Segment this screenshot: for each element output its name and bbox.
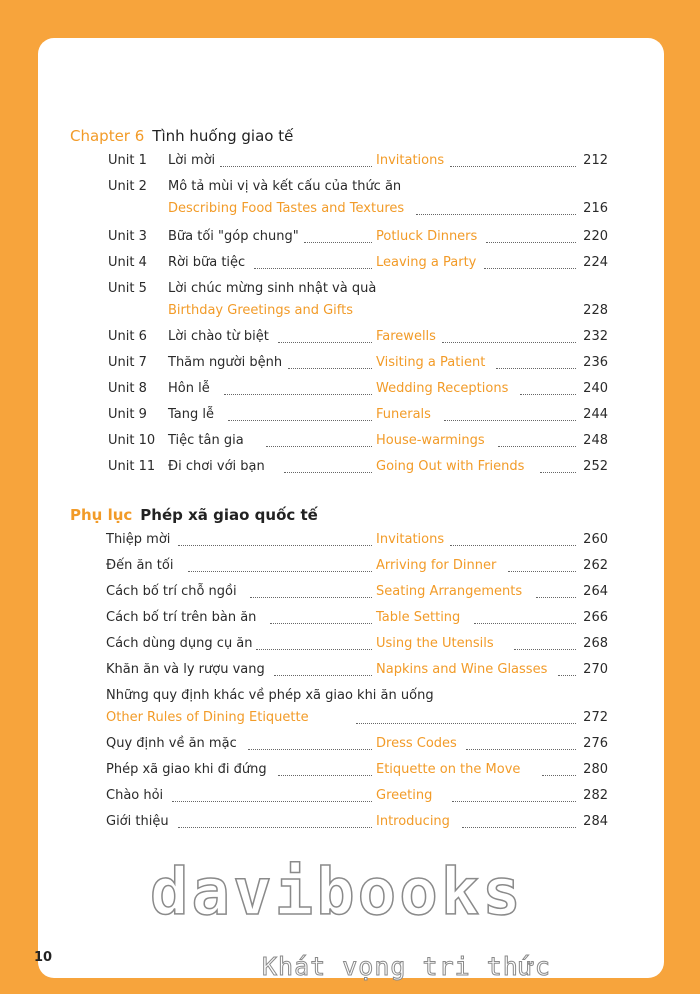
- vi-title: Tang lễ: [168, 407, 214, 422]
- toc-row[interactable]: [106, 636, 608, 658]
- page-number: 10: [34, 950, 53, 965]
- en-title: Going Out with Friends: [376, 459, 525, 474]
- vi-title: Lời mời: [168, 153, 216, 168]
- en-title: Greeting: [376, 788, 433, 803]
- toc-row[interactable]: [108, 329, 608, 351]
- page-ref: 220: [583, 229, 608, 244]
- page-ref: 268: [583, 636, 608, 651]
- en-title: Farewells: [376, 329, 436, 344]
- page-ref: 262: [583, 558, 608, 573]
- vi-title: Chào hỏi: [106, 788, 164, 803]
- unit-label: Unit 10: [108, 433, 156, 448]
- leader-dots: [536, 597, 576, 598]
- vi-title: Cách bố trí chỗ ngồi: [106, 584, 237, 599]
- vi-title: Bữa tối "góp chung": [168, 229, 299, 244]
- leader-dots: [496, 368, 576, 369]
- unit-label: Unit 3: [108, 229, 147, 244]
- unit-label: Unit 1: [108, 153, 147, 168]
- leader-dots: [474, 623, 576, 624]
- toc-row[interactable]: [108, 153, 608, 175]
- page-ref: 266: [583, 610, 608, 625]
- chapter-tag: Chapter 6: [70, 127, 145, 145]
- leader-dots: [256, 649, 372, 650]
- leader-dots: [520, 394, 576, 395]
- leader-dots: [442, 342, 576, 343]
- appendix-heading: [70, 506, 318, 524]
- leader-dots: [462, 827, 576, 828]
- page-ref: 272: [583, 710, 608, 725]
- en-title: Wedding Receptions: [376, 381, 509, 396]
- en-title: Funerals: [376, 407, 431, 422]
- leader-dots: [356, 723, 576, 724]
- appendix-tag: Phụ lục: [70, 506, 133, 524]
- leader-dots: [178, 545, 372, 546]
- leader-dots: [542, 775, 576, 776]
- vi-title: Mô tả mùi vị và kết cấu của thức ăn: [168, 179, 402, 194]
- page-ref: 284: [583, 814, 608, 829]
- unit-label: Unit 2: [108, 179, 147, 194]
- toc-row[interactable]: [106, 610, 608, 632]
- en-title: Napkins and Wine Glasses: [376, 662, 548, 677]
- en-title: Etiquette on the Move: [376, 762, 521, 777]
- vi-title: Những quy định khác về phép xã giao khi ăn uống: [106, 688, 434, 703]
- en-title: Birthday Greetings and Gifts: [168, 303, 353, 318]
- page-ref: 232: [583, 329, 608, 344]
- toc-row[interactable]: [106, 558, 608, 580]
- leader-dots: [278, 342, 372, 343]
- unit-label: Unit 6: [108, 329, 147, 344]
- leader-dots: [416, 214, 576, 215]
- vi-title: Thiệp mời: [106, 532, 171, 547]
- page-ref: 216: [583, 201, 608, 216]
- leader-dots: [172, 801, 372, 802]
- toc-row[interactable]: [106, 814, 608, 836]
- vi-title: Lời chào từ biệt: [168, 329, 269, 344]
- page-ref: 228: [583, 303, 608, 318]
- chapter-title: Tình huống giao tế: [152, 127, 294, 145]
- toc-row[interactable]: [108, 459, 608, 481]
- toc-row[interactable]: [106, 532, 608, 554]
- toc-row[interactable]: [106, 788, 608, 810]
- page-ref: 244: [583, 407, 608, 422]
- page-ref: 260: [583, 532, 608, 547]
- toc-row[interactable]: [106, 688, 608, 732]
- page-card: [38, 38, 664, 978]
- chapter-heading: [70, 127, 293, 145]
- page-ref: 212: [583, 153, 608, 168]
- toc-row[interactable]: [108, 255, 608, 277]
- vi-title: Khăn ăn và ly rượu vang: [106, 662, 265, 677]
- leader-dots: [452, 801, 576, 802]
- page-ref: 264: [583, 584, 608, 599]
- en-title: Invitations: [376, 532, 445, 547]
- vi-title: Cách bố trí trên bàn ăn: [106, 610, 257, 625]
- en-title: Describing Food Tastes and Textures: [168, 201, 405, 216]
- leader-dots: [558, 675, 576, 676]
- leader-dots: [540, 472, 576, 473]
- page-ref: 252: [583, 459, 608, 474]
- page-ref: 240: [583, 381, 608, 396]
- leader-dots: [274, 675, 372, 676]
- leader-dots: [450, 166, 576, 167]
- unit-label: Unit 7: [108, 355, 147, 370]
- page-ref: 280: [583, 762, 608, 777]
- en-title: Leaving a Party: [376, 255, 477, 270]
- en-title: Potluck Dinners: [376, 229, 478, 244]
- leader-dots: [508, 571, 576, 572]
- page-ref: 270: [583, 662, 608, 677]
- toc-row[interactable]: [108, 179, 608, 223]
- leader-dots: [220, 166, 372, 167]
- appendix-title: Phép xã giao quốc tế: [140, 506, 318, 524]
- leader-dots: [284, 472, 372, 473]
- leader-dots: [514, 649, 576, 650]
- vi-title: Thăm người bệnh: [168, 355, 283, 370]
- vi-title: Tiệc tân gia: [168, 433, 244, 448]
- vi-title: Phép xã giao khi đi đứng: [106, 762, 267, 777]
- leader-dots: [486, 242, 576, 243]
- toc-row[interactable]: [108, 381, 608, 403]
- leader-dots: [248, 749, 372, 750]
- watermark-brand: davibooks: [150, 856, 524, 930]
- en-title: Dress Codes: [376, 736, 457, 751]
- leader-dots: [484, 268, 576, 269]
- unit-label: Unit 4: [108, 255, 147, 270]
- leader-dots: [450, 545, 576, 546]
- leader-dots: [228, 420, 372, 421]
- leader-dots: [254, 268, 372, 269]
- leader-dots: [466, 749, 576, 750]
- leader-dots: [288, 368, 372, 369]
- en-title: Arriving for Dinner: [376, 558, 497, 573]
- vi-title: Rời bữa tiệc: [168, 255, 246, 270]
- toc-row[interactable]: [108, 229, 608, 251]
- page-ref: 282: [583, 788, 608, 803]
- toc-row[interactable]: [106, 762, 608, 784]
- leader-dots: [224, 394, 372, 395]
- toc-row[interactable]: [106, 736, 608, 758]
- vi-title: Giới thiệu: [106, 814, 169, 829]
- toc-row[interactable]: [108, 355, 608, 377]
- page-ref: 248: [583, 433, 608, 448]
- leader-dots: [270, 623, 372, 624]
- leader-dots: [444, 420, 576, 421]
- en-title: Visiting a Patient: [376, 355, 486, 370]
- page-ref: 276: [583, 736, 608, 751]
- leader-dots: [250, 597, 372, 598]
- unit-label: Unit 11: [108, 459, 156, 474]
- unit-label: Unit 9: [108, 407, 147, 422]
- unit-label: Unit 8: [108, 381, 147, 396]
- en-title: Introducing: [376, 814, 450, 829]
- en-title: Seating Arrangements: [376, 584, 523, 599]
- toc-row[interactable]: [106, 584, 608, 606]
- leader-dots: [266, 446, 372, 447]
- leader-dots: [188, 571, 372, 572]
- vi-title: Lời chúc mừng sinh nhật và quà: [168, 281, 377, 296]
- toc-row[interactable]: [106, 662, 608, 684]
- page-ref: 224: [583, 255, 608, 270]
- en-title: Table Setting: [376, 610, 461, 625]
- toc-row[interactable]: [108, 281, 608, 325]
- vi-title: Quy định về ăn mặc: [106, 736, 237, 751]
- en-title: Invitations: [376, 153, 445, 168]
- en-title: Other Rules of Dining Etiquette: [106, 710, 309, 725]
- leader-dots: [304, 242, 372, 243]
- en-title: House-warmings: [376, 433, 485, 448]
- toc-row[interactable]: [108, 407, 608, 429]
- en-title: Using the Utensils: [376, 636, 494, 651]
- vi-title: Đi chơi với bạn: [168, 459, 265, 474]
- unit-label: Unit 5: [108, 281, 147, 296]
- vi-title: Đến ăn tối: [106, 558, 174, 573]
- watermark-slogan: Khát vọng tri thức: [262, 952, 551, 981]
- leader-dots: [278, 775, 372, 776]
- toc-row[interactable]: [108, 433, 608, 455]
- leader-dots: [178, 827, 372, 828]
- vi-title: Cách dùng dụng cụ ăn: [106, 636, 253, 651]
- vi-title: Hôn lễ: [168, 381, 210, 396]
- page-ref: 236: [583, 355, 608, 370]
- leader-dots: [498, 446, 576, 447]
